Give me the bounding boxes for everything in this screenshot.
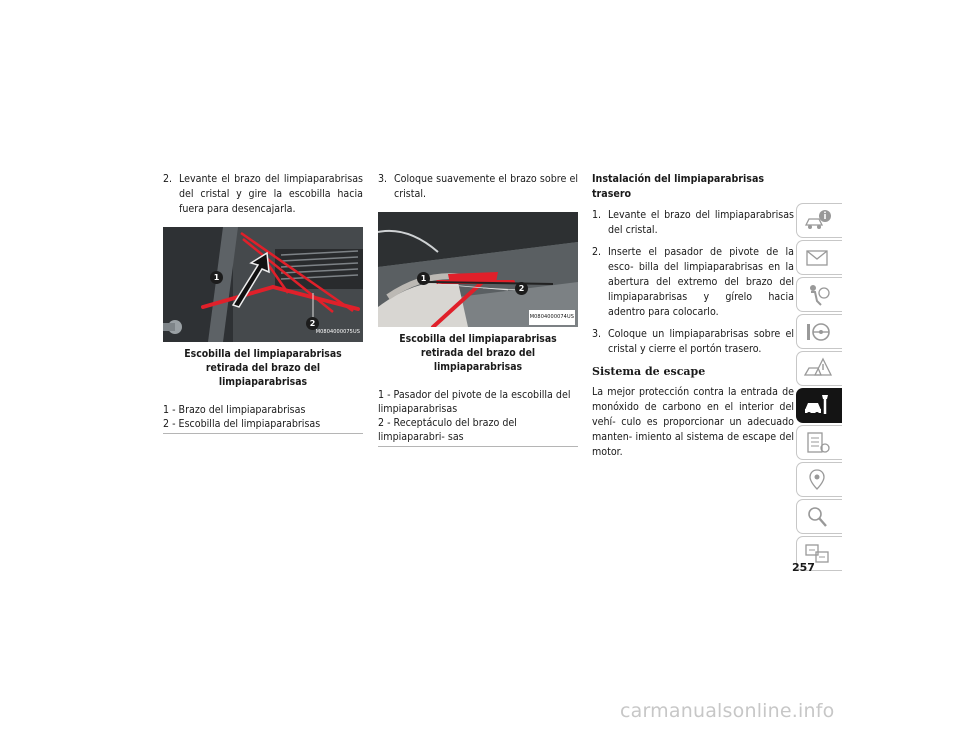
airbag-person-icon [803, 281, 833, 309]
step-number: 3. [592, 328, 602, 340]
legend-item: 1 - Pasador del pivote de la escobilla del limpiaparabrisas [378, 389, 571, 415]
figure-callout: 1 [210, 271, 223, 284]
figure-callout: 1 [417, 272, 430, 285]
warning-car-icon [803, 355, 833, 383]
tab-search[interactable] [796, 499, 842, 534]
column-middle [378, 172, 578, 447]
step-number: 2. [163, 173, 173, 185]
wiper-blade-figure [378, 212, 578, 327]
specs-list-icon [803, 429, 833, 457]
step-number: 3. [378, 173, 388, 185]
tab-service[interactable] [796, 388, 842, 423]
steering-wheel-icon [803, 318, 833, 346]
step-number: 2. [592, 246, 602, 258]
section-title: Sistema de escape [592, 365, 706, 378]
figure-code: M0804000075US [315, 329, 360, 335]
car-service-icon [803, 392, 833, 420]
tab-info[interactable] [796, 203, 842, 238]
wiper-arm-figure [163, 227, 363, 342]
step-3 [592, 327, 794, 357]
tab-airbag[interactable] [796, 277, 842, 312]
figure-callout: 2 [306, 317, 319, 330]
tab-specs[interactable] [796, 425, 842, 460]
step-2 [592, 245, 794, 320]
mail-icon [803, 244, 833, 272]
legend-item: 2 - Escobilla del limpiaparabrisas [163, 418, 321, 430]
tab-warning[interactable] [796, 351, 842, 386]
legend-item: 1 - Brazo del limpiaparabrisas [163, 404, 306, 416]
page-number: 257 [792, 561, 815, 574]
tab-location[interactable] [796, 462, 842, 497]
column-right [592, 172, 794, 460]
tab-controls[interactable] [796, 314, 842, 349]
step-number: 1. [592, 209, 602, 221]
figure-legend [163, 403, 363, 434]
step-text: Coloque suavemente el brazo sobre el cristal. [394, 173, 578, 200]
step-1 [592, 208, 794, 238]
figure-code: M0804000074US [529, 310, 575, 325]
figure-caption: Escobilla del limpiaparabrisas retirada del brazo del limpiaparabrisas [399, 333, 557, 373]
step-2 [163, 172, 363, 217]
body-paragraph: La mejor protección contra la entrada de monóxido de carbono en el interior del vehí- culo es proporcionar un adecuado manten- imiento al sistema de escape del motor. [592, 386, 794, 458]
tab-mail[interactable] [796, 240, 842, 275]
column-left [163, 172, 363, 434]
figure-caption: Escobilla del limpiaparabrisas retirada del brazo del limpiaparabrisas [184, 348, 342, 388]
step-text: Coloque un limpiaparabrisas sobre el cristal y cierre el portón trasero. [608, 328, 794, 355]
location-person-icon [803, 466, 833, 494]
figure-legend [378, 388, 578, 447]
magnifier-icon [803, 503, 833, 531]
step-text: Levante el brazo del limpiaparabrisas del cristal y gire la escobilla hacia fuera para desencajarla. [179, 173, 363, 215]
info-car-icon [803, 207, 833, 235]
figure-callout: 2 [515, 282, 528, 295]
legend-item: 2 - Receptáculo del brazo del limpiaparabri- sas [378, 417, 517, 443]
step-text: Inserte el pasador de pivote de la esco- billa del limpiaparabrisas en la abertura del extremo del brazo del limpiaparabrisas y gírelo hacia adentro para colocarlo. [608, 246, 794, 318]
watermark: carmanualsonline.info [620, 700, 835, 722]
step-3 [378, 172, 578, 202]
section-heading: Instalación del limpiaparabrisas trasero [592, 173, 765, 200]
chapter-tabs [796, 203, 842, 573]
step-text: Levante el brazo del limpiaparabrisas del cristal. [608, 209, 794, 236]
